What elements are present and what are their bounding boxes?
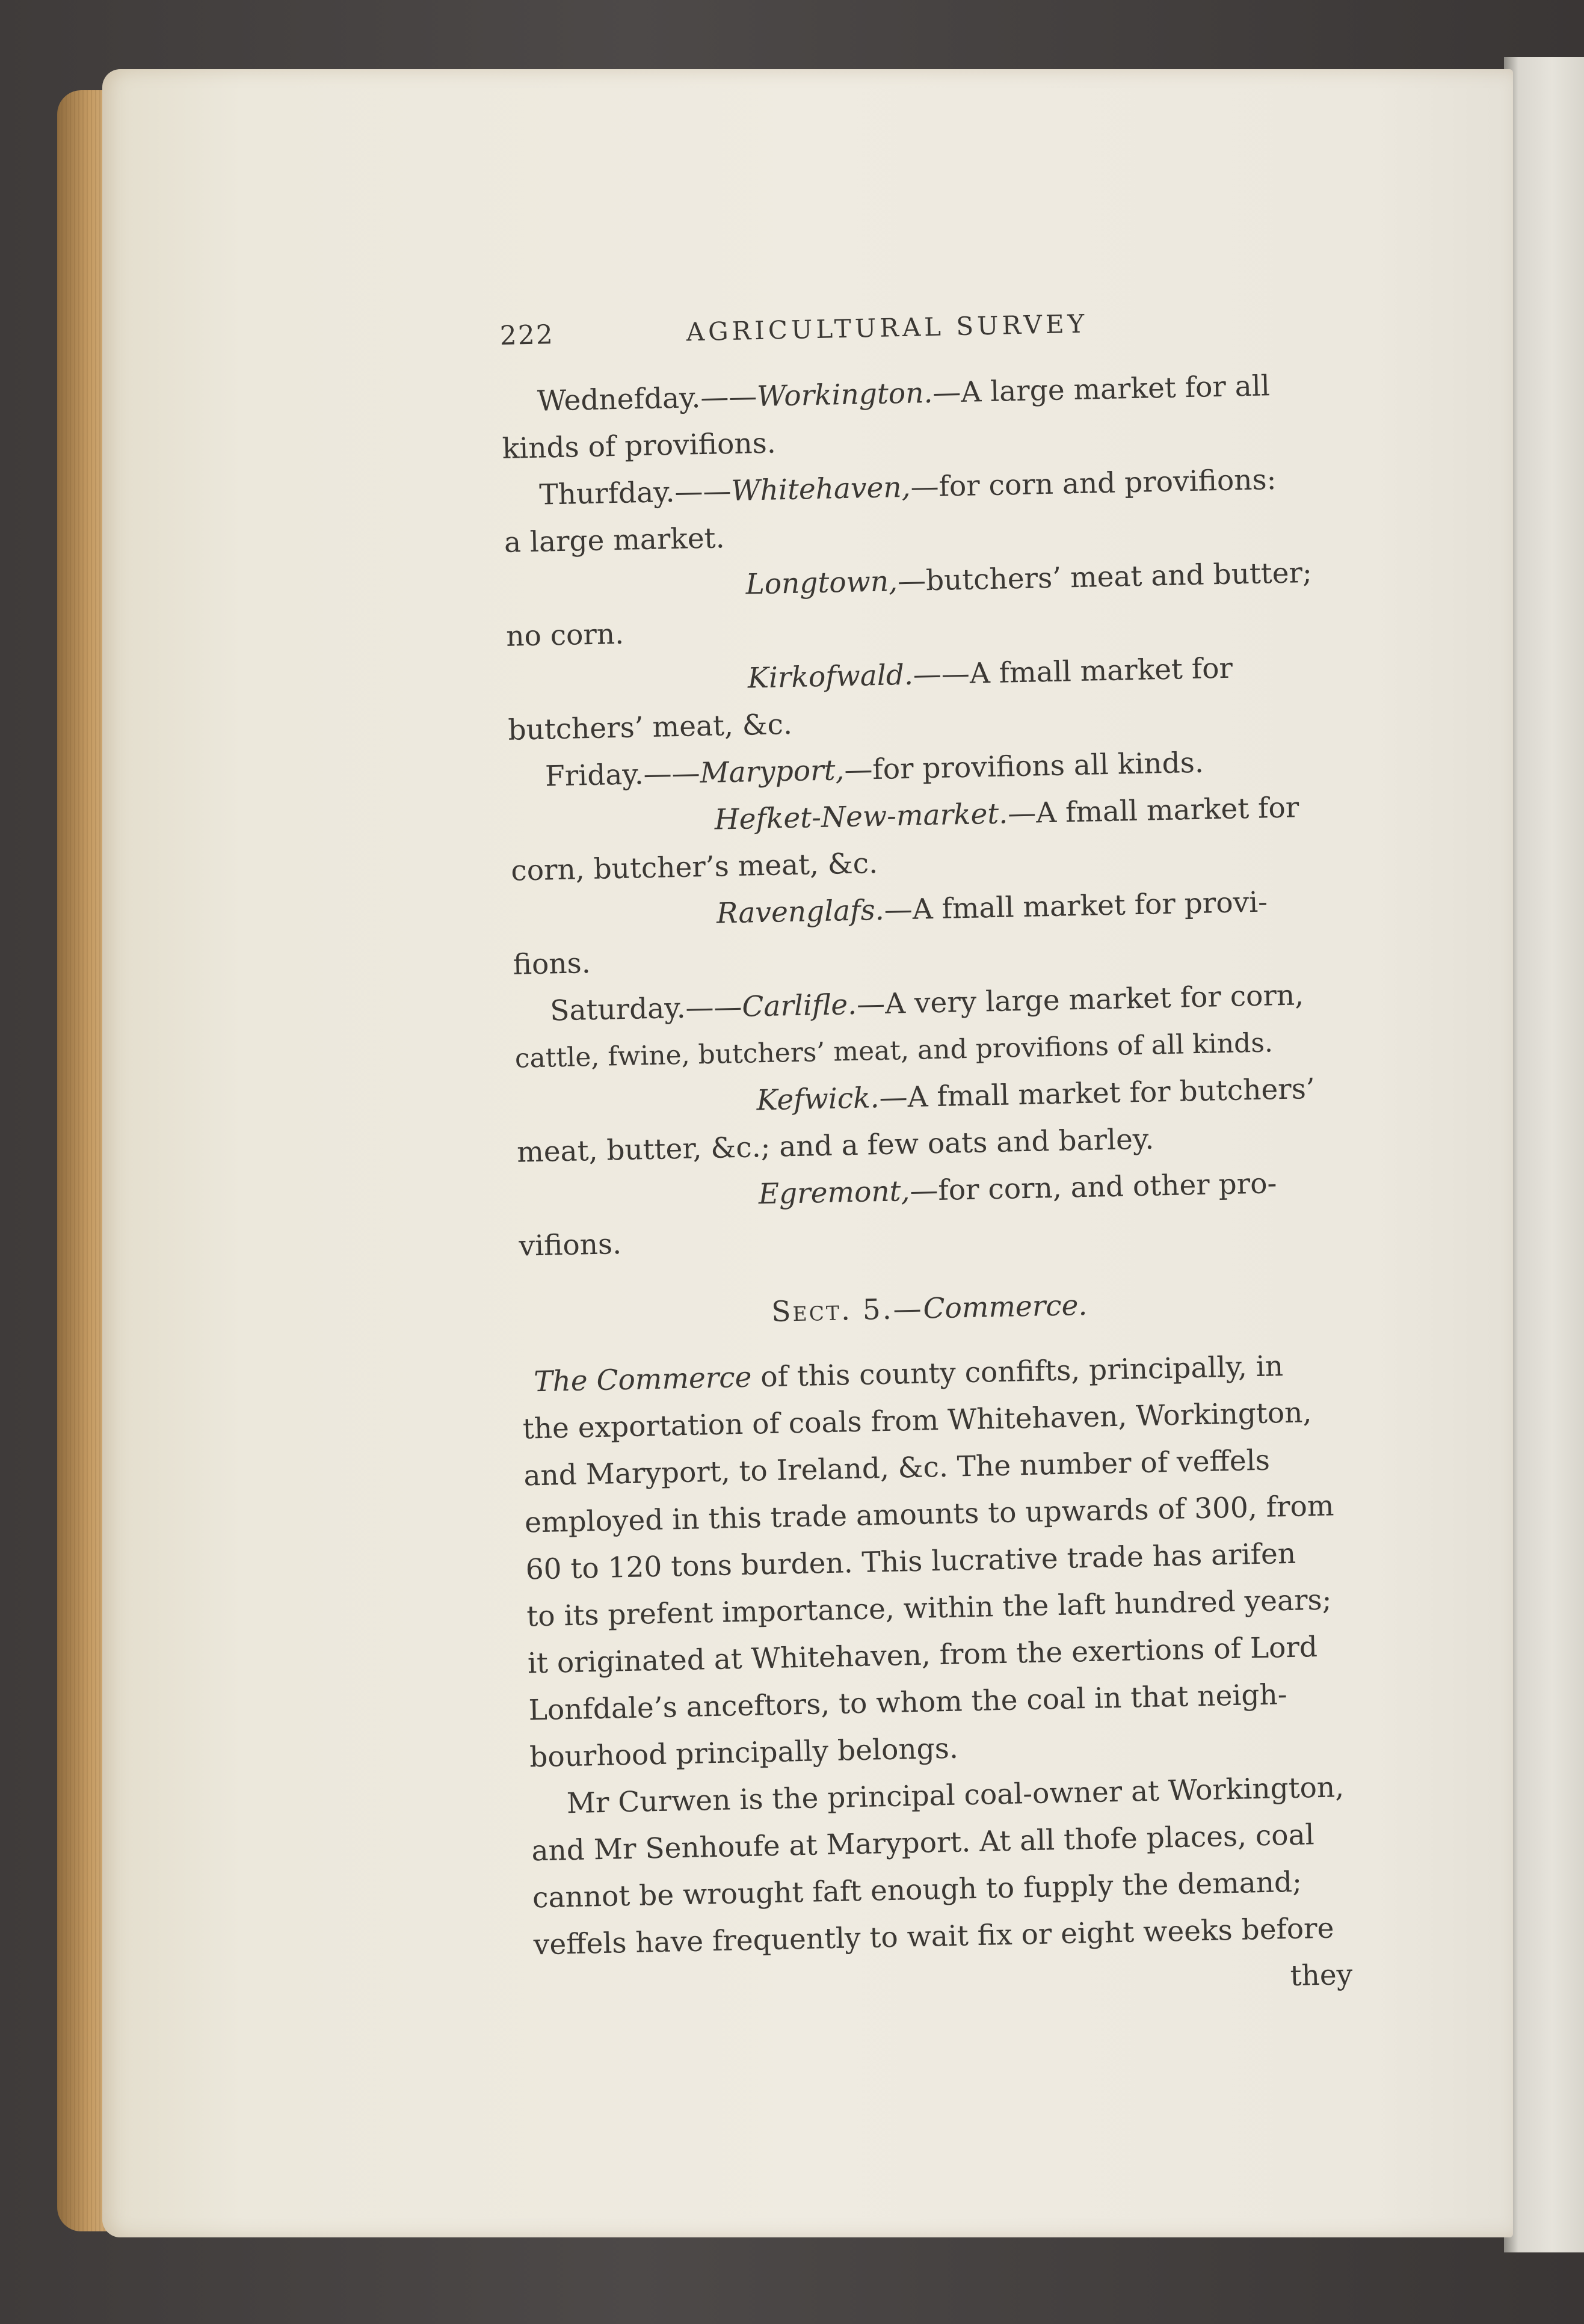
market-text: corn, butcher’s meat, &c. [510,847,878,888]
paragraph-line: veffels have frequently to wait fix or eight weeks before [533,1911,1334,1962]
market-day: Saturday.—— [549,990,743,1028]
adjacent-page-edge [1504,57,1584,2252]
market-text: —A fmall market for butchers’ [878,1072,1316,1115]
paragraph-line: Lonfdale’s anceftors, to whom the coal in that neigh- [528,1678,1288,1727]
market-text: cattle, fwine, butchers’ meat, and provifions of all kinds. [514,1027,1274,1074]
paragraph-line: cannot be wrought faft enough to fupply the demand; [532,1865,1302,1915]
market-text: —for corn and provifions: [910,463,1277,504]
paragraph-text: of this county confifts, principally, in [751,1350,1284,1394]
market-place: Maryport, [700,754,845,790]
market-text: meat, butter, &c.; and a few oats and barley. [516,1122,1154,1169]
market-text: —A fmall market for provi- [884,885,1268,927]
market-place: Carlifle. [741,988,857,1024]
market-day: Thurfday.—— [538,474,732,512]
market-place: Kirkofwald. [747,658,914,695]
paragraph-line: and Mr Senhoufe at Maryport. At all thofe places, coal [531,1818,1315,1868]
paragraph-line: bourhood principally belongs. [529,1732,959,1774]
market-text: no corn. [505,617,624,653]
page-text [499,296,1353,2016]
market-text: —A very large market for corn, [856,979,1304,1021]
market-day: Wednefday.—— [537,380,757,418]
section-label: Sect. 5.— [771,1292,924,1329]
market-text: ——A fmall market for [913,651,1233,692]
section-title: Commerce. [923,1288,1088,1326]
paragraph-line: it originated at Whitehaven, from the exertions of Lord [527,1631,1318,1680]
market-text: kinds of provifions. [502,426,777,466]
market-text: —butchers’ meat and butter; [897,556,1313,598]
market-text: fions. [513,947,591,982]
market-place: Whitehaven, [730,470,911,508]
page-number: 222 [499,319,555,351]
market-text: —A fmall market for [1007,791,1299,831]
paragraph-lead: The Commerce [533,1360,752,1399]
market-text: —for provifions all kinds. [843,746,1204,787]
running-head: AGRICULTURAL SURVEY [686,309,1088,347]
market-text: —A large market for all [932,369,1271,410]
market-place: Longtown, [745,565,898,601]
market-place: Egremont, [758,1175,910,1211]
catchword: they [1290,1958,1353,1993]
market-place: Kefwick. [756,1081,880,1117]
section-heading [520,1277,1339,1341]
market-place: Ravenglafs. [716,893,885,930]
market-place: Workington. [756,376,933,414]
paragraph-line: Mr Curwen is the principal coal-owner at Workington, [566,1771,1345,1821]
market-place: Hefket-New-market. [714,797,1008,837]
paragraph-line: 60 to 120 tons burden. This lucrative trade has arifen [525,1537,1296,1587]
market-day: Friday.—— [544,757,701,793]
paragraph-line: to its prefent importance, within the laft hundred years; [526,1583,1332,1634]
paragraph-line: and Maryport, to Ireland, &c. The number of veffels [523,1443,1271,1493]
market-text: a large market. [504,521,726,559]
paragraph-line: employed in this trade amounts to upwards of 300, from [524,1489,1334,1540]
paragraph-line: the exportation of coals from Whitehaven, Workington, [522,1396,1312,1446]
market-text: vifions. [518,1228,622,1263]
market-text: butchers’ meat, &c. [507,707,793,747]
market-text: —for corn, and other pro- [909,1167,1277,1208]
